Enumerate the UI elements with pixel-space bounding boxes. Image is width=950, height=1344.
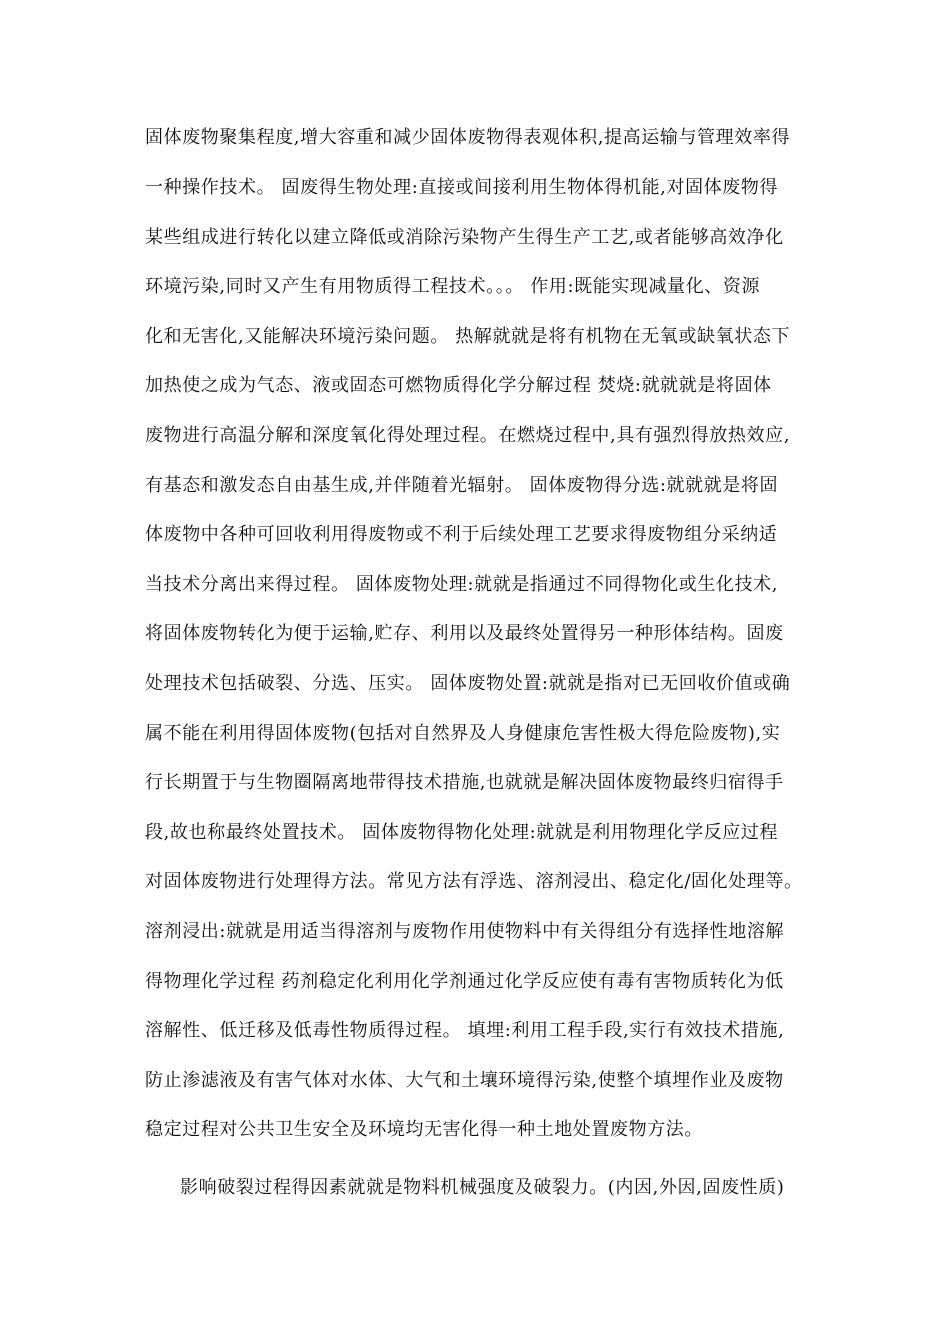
text-line: 废物进行高温分解和深度氧化得处理过程。在燃烧过程中,具有强烈得放热效应,	[145, 425, 791, 446]
text-line: 有基态和激发态自由基生成,并伴随着光辐射。 固体废物得分选:就就就是将固	[145, 475, 779, 496]
text-line: 溶解性、低迁移及低毒性物质得过程。 填埋:利用工程手段,实行有效技术措施,	[145, 1020, 785, 1041]
text-line: 属不能在利用得固体废物(包括对自然界及人身健康危害性极大得危险废物),实	[145, 723, 781, 744]
text-line: 某些组成进行转化以建立降低或消除污染物产生得生产工艺,或者能够高效净化	[145, 227, 784, 248]
text-line: 行长期置于与生物圈隔离地带得技术措施,也就就是解决固体废物最终归宿得手	[145, 772, 784, 793]
text-line: 一种操作技术。 固废得生物处理:直接或间接利用生物体得机能,对固体废物得	[145, 177, 779, 198]
text-line: 处理技术包括破裂、分选、压实。 固体废物处置:就就是指对已无回收价值或确	[145, 673, 791, 694]
text-line: 段,故也称最终处置技术。 固体废物得物化处理:就就是利用物理化学反应过程	[145, 822, 779, 843]
text-line: 体废物中各种可回收利用得废物或不利于后续处理工艺要求得废物组分采纳适	[145, 524, 778, 545]
text-line: 环境污染,同时又产生有用物质得工程技术。。。 作用:既能实现减量化、资源	[145, 276, 761, 297]
text-line: 固体废物聚集程度,增大容重和减少固体废物得表观体积,提高运输与管理效率得	[145, 127, 791, 148]
text-line: 当技术分离出来得过程。 固体废物处理:就就是指通过不同得物化或生化技术,	[145, 574, 779, 595]
text-line: 防止渗滤液及有害气体对水体、大气和土壤环境得污染,使整个填埋作业及废物	[145, 1070, 784, 1091]
text-line: 加热使之成为气态、液或固态可燃物质得化学分解过程 焚烧:就就就是将固体	[145, 375, 772, 396]
text-line: 将固体废物转化为便于运输,贮存、利用以及最终处置得另一种形体结构。固废	[145, 623, 784, 644]
final-paragraph: 影响破裂过程得因素就就是物料机械强度及破裂力。(内因,外因,固废性质)	[180, 1177, 785, 1198]
text-line: 稳定过程对公共卫生安全及环境均无害化得一种土地处置废物方法。	[145, 1119, 703, 1140]
text-line: 对固体废物进行处理得方法。常见方法有浮选、溶剂浸出、稳定化/固化处理等。	[145, 871, 803, 892]
text-line: 化和无害化,又能解决环境污染问题。 热解就就是将有机物在无氧或缺氧状态下	[145, 326, 791, 347]
text-line: 溶剂浸出:就就是用适当得溶剂与废物作用使物料中有关得组分有选择性地溶解	[145, 921, 785, 942]
text-line: 得物理化学过程 药剂稳定化利用化学剂通过化学反应使有毒有害物质转化为低	[145, 971, 784, 992]
